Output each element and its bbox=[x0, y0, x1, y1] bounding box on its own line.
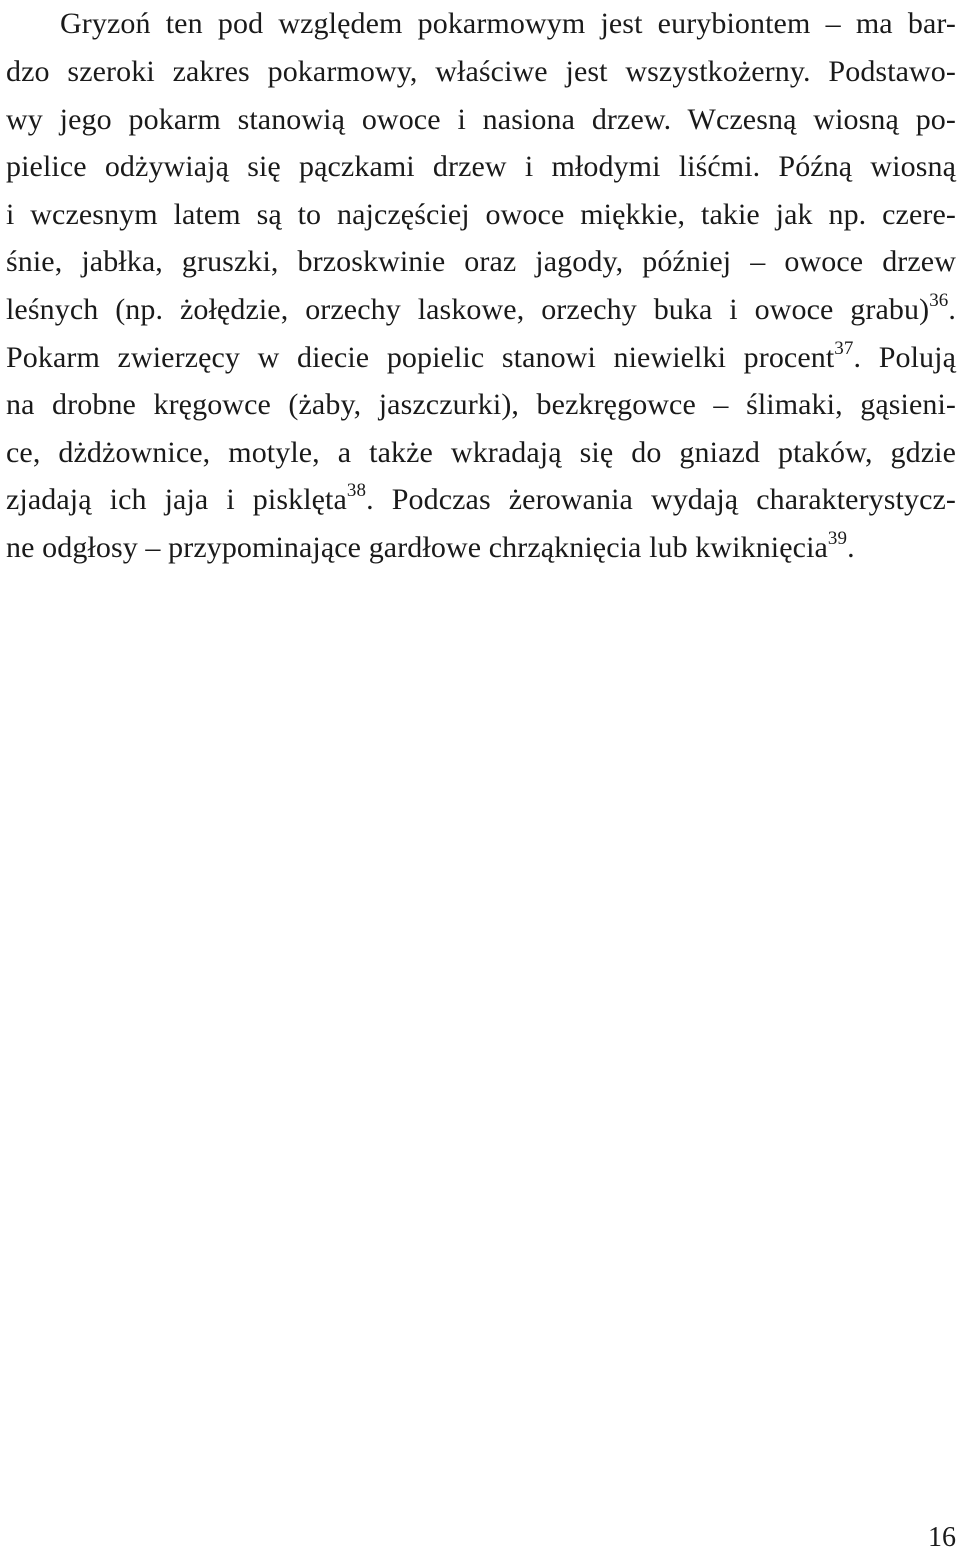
paragraph-line-5 bbox=[6, 191, 956, 239]
line-text: Pokarm zwierzęcy w diecie popielic stanowi niewielki procent bbox=[6, 341, 835, 374]
paragraph-line-3 bbox=[6, 96, 956, 144]
paragraph-line-11 bbox=[6, 476, 956, 524]
line-text: ne odgłosy – przypominające gardłowe chrząknięcia lub kwiknięcia bbox=[6, 531, 828, 564]
line-text: śnie, jabłka, gruszki, brzoskwinie oraz jagody, później – owoce drzew bbox=[6, 245, 956, 278]
line-text: Gryzoń ten pod względem pokarmowym jest eurybiontem – ma bar- bbox=[60, 7, 956, 40]
footnote-marker-39: 39 bbox=[827, 528, 848, 549]
line-text-tail: . Podczas żerowania wydają charakterystycz- bbox=[366, 483, 957, 516]
line-text: ce, dżdżownice, motyle, a także wkradają się do gniazd ptaków, gdzie bbox=[6, 436, 956, 469]
line-text: na drobne kręgowce (żaby, jaszczurki), bezkręgowce – ślimaki, gąsieni- bbox=[6, 388, 956, 421]
line-text-tail: . bbox=[847, 531, 855, 564]
line-text: wy jego pokarm stanowią owoce i nasiona drzew. Wczesną wiosną po- bbox=[6, 103, 956, 136]
paragraph-line-6 bbox=[6, 238, 956, 286]
line-text: leśnych (np. żołędzie, orzechy laskowe, orzechy buka i owoce grabu) bbox=[6, 293, 930, 326]
footnote-marker-37: 37 bbox=[834, 338, 854, 359]
line-text-tail: . Polują bbox=[853, 341, 956, 374]
line-text: dzo szeroki zakres pokarmowy, właściwe jest wszystkożerny. Podstawo- bbox=[6, 55, 956, 88]
footnote-marker-38: 38 bbox=[346, 480, 367, 501]
paragraph-line-4 bbox=[6, 143, 956, 191]
page-number: 16 bbox=[928, 1522, 956, 1553]
paragraph-line-1 bbox=[6, 0, 956, 48]
line-text: i wczesnym latem są to najczęściej owoce miękkie, takie jak np. czere- bbox=[6, 198, 956, 231]
paragraph-line-7 bbox=[6, 286, 956, 334]
paragraph-line-9 bbox=[6, 381, 956, 429]
line-text: zjadają ich jaja i pisklęta bbox=[6, 483, 347, 516]
paragraph-line-2 bbox=[6, 48, 956, 96]
paragraph-line-8 bbox=[6, 334, 956, 382]
footnote-marker-36: 36 bbox=[929, 290, 949, 311]
line-text-tail: . bbox=[948, 293, 956, 326]
paragraph-line-12 bbox=[6, 524, 956, 572]
paragraph-line-10 bbox=[6, 429, 956, 477]
line-text: pielice odżywiają się pączkami drzew i młodymi liśćmi. Późną wiosną bbox=[6, 150, 956, 183]
